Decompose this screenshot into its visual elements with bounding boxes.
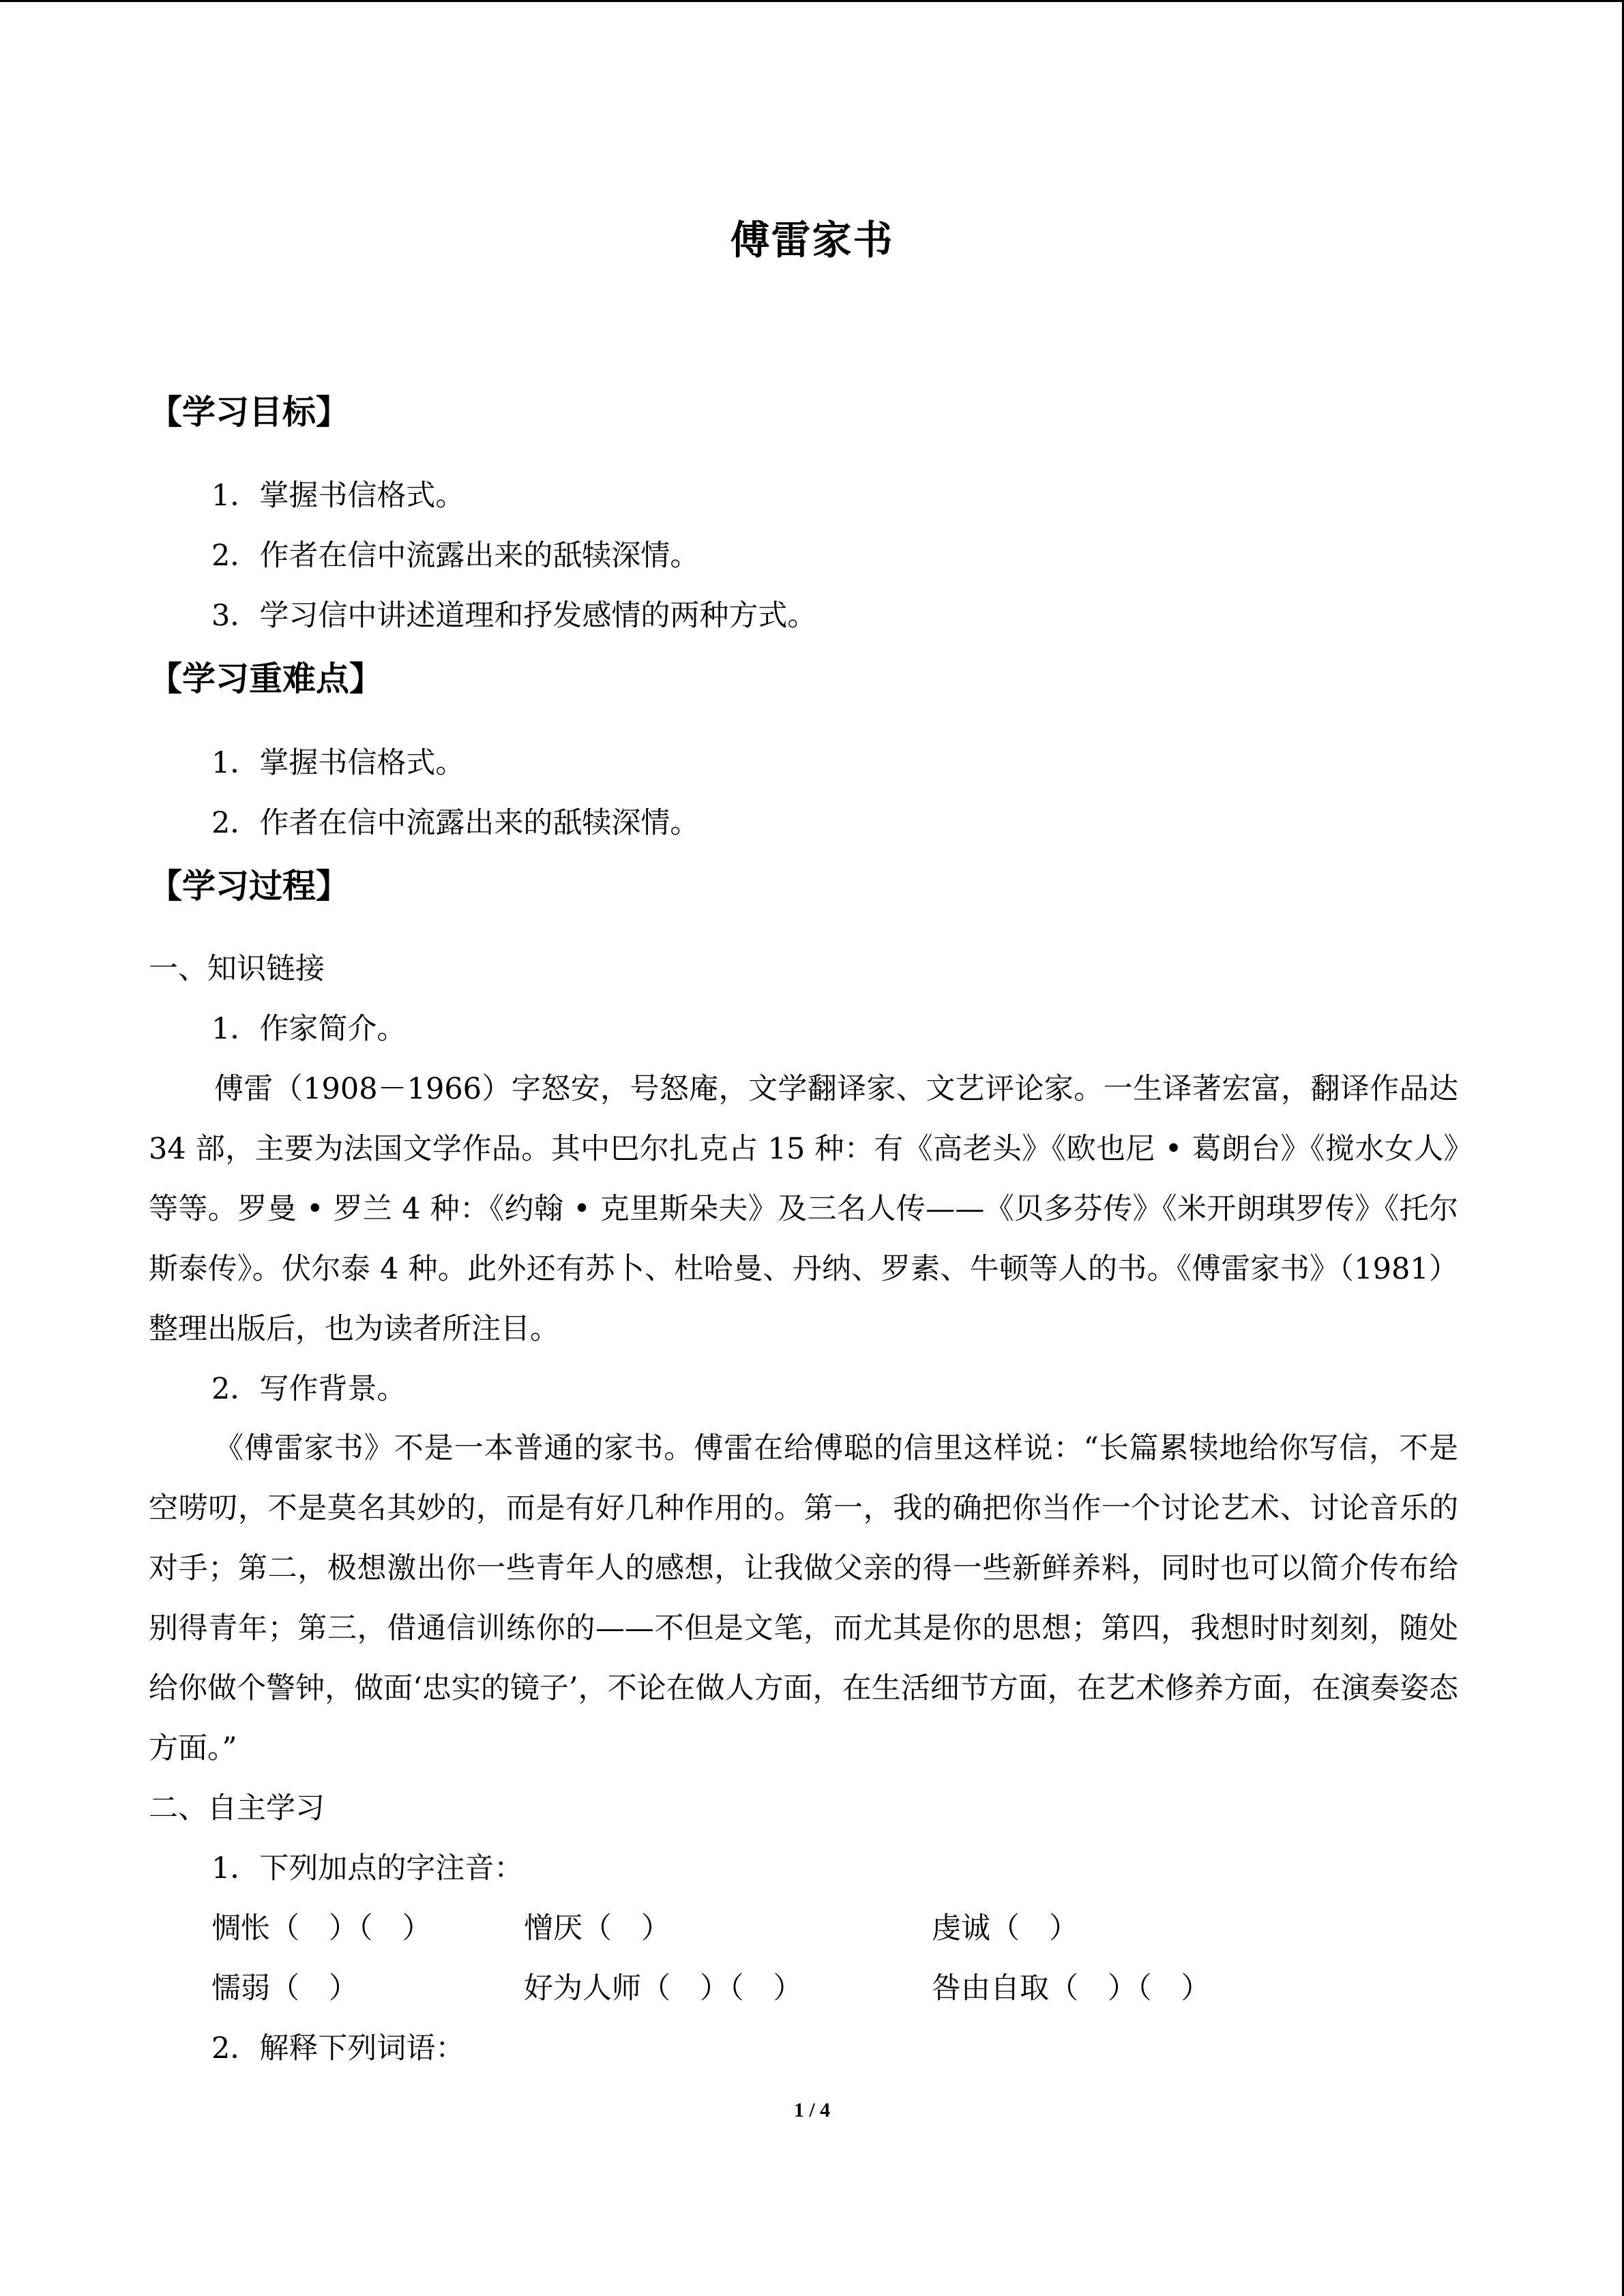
heading-learning-process: 【学习过程】 [149,867,350,906]
page-number: 1 / 4 [793,2099,831,2121]
document-title: 傅雷家书 [730,217,894,263]
key-point-item-2: 2．作者在信中流露出来的舐犊深情。 [211,806,700,840]
pinyin-blank-jiuyouziqu[interactable]: 咎由自取（ ）（ ） [932,1971,1211,2006]
vocabulary-exercise-title: 2．解释下列词语： [211,2031,465,2066]
goal-item-3: 3．学习信中讲述道理和抒发感情的两种方式。 [211,599,817,633]
pinyin-blank-chouchang[interactable]: 惆怅（ ）（ ） [211,1911,432,1945]
pinyin-exercise-title: 1．下列加点的字注音： [211,1851,524,1885]
pinyin-blank-zengyan[interactable]: 憎厌（ ） [524,1911,670,1945]
page-top-border [0,0,1624,2]
key-point-item-1: 1．掌握书信格式。 [211,746,465,780]
subsection-author-intro: 1．作家简介。 [211,1012,407,1046]
goal-item-2: 2．作者在信中流露出来的舐犊深情。 [211,539,700,573]
heading-learning-goals: 【学习目标】 [149,393,350,432]
author-intro-paragraph: 傅雷（1908－1966）字怒安，号怒庵，文学翻译家、文艺评论家。一生译著宏富，翻译作品达 34 部，主要为法国文学作品。其中巴尔扎克占 15 种：有《高老头》《欧也尼 • 葛朗台》《搅水女人》等等。罗曼 • 罗兰 4 种：《约翰 • 克里斯朵夫》及三名人传——《贝多芬传》《米开朗琪罗传》《托尔斯泰传》。伏尔泰 4 种。此外还有苏卜、杜哈曼、丹纳、罗素、牛顿等人的书。《傅雷家书》（1981）整理出版后，也为读者所注目。 [149,1072,1458,1346]
subsection-background: 2．写作背景。 [211,1372,407,1406]
pinyin-blank-nuoruo[interactable]: 懦弱（ ） [211,1971,358,2006]
heading-key-points: 【学习重难点】 [149,659,383,698]
pinyin-blank-haoweirenshi[interactable]: 好为人师（ ）（ ） [524,1971,803,2006]
background-paragraph: 《傅雷家书》不是一本普通的家书。傅雷在给傅聪的信里这样说：“长篇累犊地给你写信，不是空唠叨，不是莫名其妙的，而是有好几种作用的。第一，我的确把你当作一个讨论艺术、讨论音乐的对手；第二，极想激出你一些青年人的感想，让我做父亲的得一些新鲜养料，同时也可以简介传布给别得青年；第三，借通信训练你的——不但是文笔，而尤其是你的思想；第四，我想时时刻刻，随处给你做个警钟，做面‘忠实的镜子’，不论在做人方面，在生活细节方面，在艺术修养方面，在演奏姿态方面。” [149,1431,1458,1765]
pinyin-blank-qiancheng[interactable]: 虔诚（ ） [932,1911,1078,1945]
section-self-study: 二、自主学习 [149,1791,325,1825]
goal-item-1: 1．掌握书信格式。 [211,479,465,513]
section-knowledge-link: 一、知识链接 [149,952,325,986]
